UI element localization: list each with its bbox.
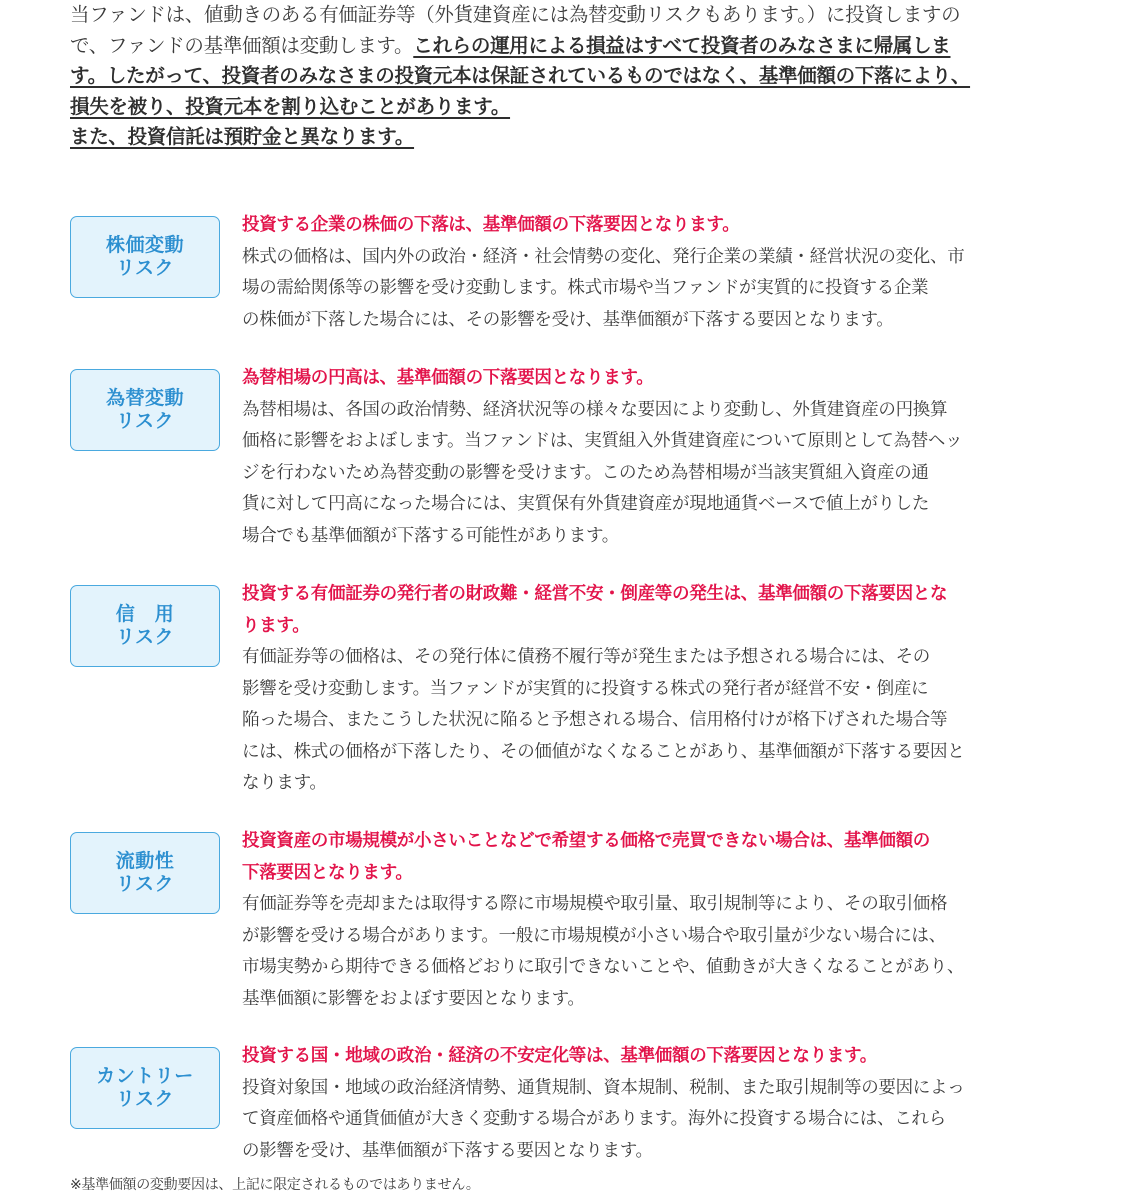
intro-line bbox=[70, 122, 1080, 153]
risk-badge-title: 信 用 bbox=[115, 603, 175, 625]
risk-description bbox=[242, 889, 1072, 1015]
risk-description-line: 影響を受け変動します。当ファンドが実質的に投資する株式の発行者が経営不安・倒産に bbox=[242, 678, 929, 699]
risk-headline-line: 投資資産の市場規模が小さいことなどで希望する価格で売買できない場合は、基準価額の bbox=[242, 831, 930, 851]
intro-line bbox=[70, 61, 1080, 92]
risk-description-line: 貨に対して円高になった場合には、実質保有外貨建資産が現地通貨ベースで値上がりした bbox=[242, 494, 930, 514]
risk-body bbox=[242, 363, 1072, 552]
risk-body bbox=[242, 210, 1072, 336]
intro-line: 当ファンドは、値動きのある有価証券等（外貨建資産には為替変動リスクもあります。）に投資しますの bbox=[70, 3, 961, 26]
risk-badge-title: 株価変動 bbox=[105, 234, 184, 256]
risk-description bbox=[242, 1073, 1072, 1168]
intro-line bbox=[70, 31, 1080, 62]
risk-description-line: 場合でも基準価額が下落する可能性があります。 bbox=[242, 525, 619, 546]
risk-description bbox=[242, 395, 1072, 553]
risk-description-line: なります。 bbox=[242, 773, 327, 793]
risk-badge-subtitle: リスク bbox=[115, 410, 175, 432]
risk-badge bbox=[70, 1047, 220, 1129]
risk-headline bbox=[242, 826, 1072, 889]
risk-badge bbox=[70, 585, 220, 667]
risk-badge-title: 為替変動 bbox=[105, 387, 184, 409]
risk-badge bbox=[70, 832, 220, 914]
risk-description-line: 陥った場合、またこうした状況に陥ると予想される場合、信用格付けが格下げされた場合等 bbox=[242, 710, 948, 730]
risk-headline-line: 投資する企業の株価の下落は、基準価額の下落要因となります。 bbox=[242, 215, 740, 235]
risk-headline bbox=[242, 579, 1072, 642]
risk-description-line: ジを行わないため為替変動の影響を受けます。このため為替相場が当該実質組入資産の通 bbox=[242, 462, 929, 483]
risk-description bbox=[242, 642, 1072, 800]
intro-paragraph bbox=[70, 0, 1080, 153]
risk-headline bbox=[242, 210, 1072, 242]
risk-body bbox=[242, 1041, 1072, 1167]
risk-body bbox=[242, 826, 1072, 1015]
risk-headline-line: 為替相場の円高は、基準価額の下落要因となります。 bbox=[242, 368, 654, 388]
intro-text: で、ファンドの基準価額は変動します。 bbox=[70, 33, 414, 57]
risk-body bbox=[242, 579, 1072, 800]
risk-headline-line: 投資する有価証券の発行者の財政難・経営不安・倒産等の発生は、基準価額の下落要因とな bbox=[242, 584, 948, 604]
risk-description-line: 投資対象国・地域の政治経済情勢、通貨規制、資本規制、税制、また取引規制等の要因によっ bbox=[242, 1077, 965, 1098]
risk-badge-subtitle: リスク bbox=[115, 873, 175, 895]
risk-description-line: 有価証券等の価格は、その発行体に債務不履行等が発生または予想される場合には、その bbox=[242, 647, 930, 667]
risk-description-line: には、株式の価格が下落したり、その価値がなくなることがあり、基準価額が下落する要因と bbox=[242, 741, 965, 762]
risk-headline-line: ります。 bbox=[242, 615, 310, 636]
risk-badge-subtitle: リスク bbox=[115, 257, 175, 279]
risk-badge bbox=[70, 216, 220, 298]
risk-description-line: 株式の価格は、国内外の政治・経済・社会情勢の変化、発行企業の業績・経営状況の変化、市 bbox=[242, 246, 965, 267]
risk-description-line: 場の需給関係等の影響を受け変動します。株式市場や当ファンドが実質的に投資する企業 bbox=[242, 278, 929, 298]
risk-description-line: 市場実勢から期待できる価格どおりに取引できないことや、値動きが大きくなることがあり、 bbox=[242, 957, 965, 977]
risk-description-line: 価格に影響をおよぼします。当ファンドは、実質組入外貨建資産について原則として為替ヘッ bbox=[242, 431, 963, 451]
risk-description-line: 為替相場は、各国の政治情勢、経済状況等の様々な要因により変動し、外貨建資産の円換算 bbox=[242, 399, 948, 420]
intro-emphasis: また、投資信託は預貯金と異なります。 bbox=[70, 125, 415, 148]
risk-description-line: 有価証券等を売却または取得する際に市場規模や取引量、取引規制等により、その取引価格 bbox=[242, 894, 948, 914]
risk-headline-line: 下落要因となります。 bbox=[242, 862, 413, 883]
risk-headline bbox=[242, 1041, 1072, 1073]
intro-line bbox=[70, 92, 1080, 123]
risk-badge-title: カントリー bbox=[96, 1065, 194, 1087]
intro-emphasis: す。したがって、投資者のみなさまの投資元本は保証されているものではなく、基準価額の下落により、 bbox=[70, 64, 971, 87]
risk-badge-subtitle: リスク bbox=[115, 626, 175, 648]
intro-emphasis: 損失を被り、投資元本を割り込むことがあります。 bbox=[70, 94, 511, 118]
risk-badge-title: 流動性 bbox=[115, 850, 175, 872]
risk-badge-subtitle: リスク bbox=[115, 1088, 175, 1110]
risk-description-line: の影響を受け、基準価額が下落する要因となります。 bbox=[242, 1140, 653, 1161]
risk-description bbox=[242, 242, 1072, 337]
risk-headline-line: 投資する国・地域の政治・経済の不安定化等は、基準価額の下落要因となります。 bbox=[242, 1046, 877, 1066]
risk-badge bbox=[70, 369, 220, 451]
risk-description-line: が影響を受ける場合があります。一般に市場規模が小さい場合や取引量が少ない場合には、 bbox=[242, 925, 946, 946]
risk-description-line: の株価が下落した場合には、その影響を受け、基準価額が下落する要因となります。 bbox=[242, 309, 894, 330]
risk-description-line: 基準価額に影響をおよぼす要因となります。 bbox=[242, 988, 585, 1009]
risk-headline bbox=[242, 363, 1072, 395]
intro-emphasis: これらの運用による損益はすべて投資者のみなさまに帰属しま bbox=[413, 33, 951, 57]
footnote: ※基準価額の変動要因は、上記に限定されるものではありません。 bbox=[70, 1177, 480, 1193]
risk-description-line: て資産価格や通貨価値が大きく変動する場合があります。海外に投資する場合には、これら bbox=[242, 1109, 946, 1129]
